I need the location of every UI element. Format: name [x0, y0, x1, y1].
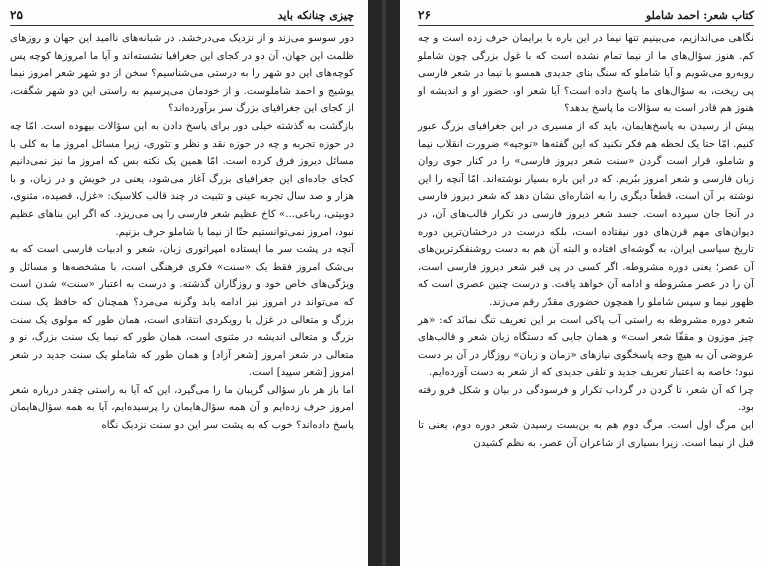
running-title: چیزی چنانکه باید: [277, 9, 354, 22]
running-title: کتاب شعر: احمد شاملو: [645, 9, 754, 22]
paragraph: اما باز هر بار سؤالی گریبان ما را می‌گیرد، این که آیا به راستی چقدر درباره‌ شعر امروز حرف زده‌ایم و آن همه سؤال‌هایمان را پرسیده‌ایم، آیا به همه‌ سؤال‌هایمان پاسخ داده‌اند؟ خوب که به پشت سر این دو سنت نزدیک نگاه: [10, 384, 354, 432]
right-page-text: [418, 30, 754, 452]
paragraph: شعر دوره مشروطه به راستی آب پاکی است بر این تعریف تنگ نمانَد که: «هر چیز موزون و مقفّا شعر است» و همان جایی که دستگاه زبان شعر و قالب‌های عروضی آن به هیچ وجه پاسخگوی نیازهای «زمان و زبان» روزگار در آن بر دست نبود؛ خاصه به اعتبار تعریف جدید و تلقی جدیدی که از شعر به دست آورده‌ایم.: [418, 314, 754, 379]
paragraph: دور سوسو می‌زند و از نزدیک می‌درخشد. در شبانه‌های ناامید این جهان و روزهای ظلمت این جهان، آن دو در کجای این جغرافیا نشسته‌اند و آیا ما امروزها کوچه پس کوچه‌های این دو شهر را به درستی می‌شناسیم؟ سخن از دو شهر شعر امروز نیما یوشیج و احمد شاملوست. و از خودمان می‌پرسیم به راستی این دو شهر شگفت، از کجای این جغرافیای بزرگ سر برآورده‌اند؟: [10, 33, 354, 115]
right-page: [400, 0, 768, 566]
page-number: ۲۵: [10, 8, 23, 22]
paragraph: این مرگ اول است. مرگ دوم هم به بن‌بست رسیدن شعر دوره‌ دوم، یعنی تا قبل از نیما است. زیرا بسیاری از شاعران آن عصر، به نظم کشیدن: [418, 420, 754, 449]
page-number: ۲۶: [418, 8, 431, 22]
paragraph: آنچه در پشت سر ما ایستاده امپراتوری زبان، شعر و ادبیات فارسی است که به بی‌شک امروز فقط یک «سنت» فکری فرهنگی است، با مشخصه‌ها و مسائل و ویژگی‌های خاص خود و روزگاران گذشته. و درست به اعتبار «سنت» شدن است که می‌تواند در امروز نیز ادامه یابد وگرنه می‌مرد؟ همچنان که حافظ یک سنت بزرگ و متعالی در غزل با رویکردی انتقادی است، همان طور که مولوی یک سنت بزرگ و متعالی اندیشه در مثنوی است، همان طور که نیما یک سنت بزرگ، نو و متعالی در شعر امروز [شعر آزاد] و همان طور که شاملو یک سنت جدید در شعر امروز [شعر سپید] است.: [10, 244, 354, 379]
right-page-header: [418, 8, 754, 26]
left-page: [0, 0, 368, 566]
paragraph: نگاهی می‌اندازیم، می‌بینیم تنها نیما در این باره با برایمان حرف زده است و چه کم. هنوز سؤال‌های ما از نیما تمام نشده است که با غول بزرگی چون شاملو روبه‌رو می‌شویم و آیا شاملو که سنگ بنای جدیدی همسو با نیما در شعر فارسی پی ریخت، به سؤال‌های ما پاسخ داده است؟ آیا شعر او، حضور او و اندیشه‌ او هنوز هم قادر است به سؤالات ما پاسخ بدهد؟: [418, 33, 754, 115]
paragraph: پیش از رسیدن به پاسخ‌هایمان، باید که از مسیری در این جغرافیای بزرگ عبور کنیم. امّا حتا یک لحظه هم فکر نکنید که این گفته‌ها «توجیه» ضرورت انقلاب نیما و شاملو، قرار است گردن «سنت شعر دیروز فارسی» را در کنار جوی روان زبان فارسی و شعر امروز ببُریم. که در این باره بسیار نوشته‌اند. امّا آنچه را این نوشته بر آن است، قطعاً دیگری را به اشاره‌ای نشان دهد که شعر دیروز فارسی در آنجا جان سپرده است. جسد شعر دیروز فارسی در تکرار قالب‌های آن، در دیوان‌های مهم قرن‌های دور نیفتاده است، بلکه درست در درخشان‌ترین دوره تاریخ سیاسی ایران، به گوشه‌ای افتاده و البته آن هم به دست روشنفکرترین‌های آن عصر؛ یعنی دوره‌ مشروطه. اگر کسی در پی قبر شعر دیروز فارسی است، آن را در عصر مشروطه و ادامه‌ آن خواهد یافت. و درست چنین عصری است که ظهور نیما و سپس شاملو را همچون حضوری مقدّر رقم می‌زند.: [418, 120, 754, 308]
book-gutter: [368, 0, 400, 566]
left-page-header: [10, 8, 354, 26]
left-page-text: [10, 30, 354, 435]
paragraph: چرا که آن شعر، تا گردن در گرداب تکرار و فرسودگی در بیان و شکل فرو رفته بود.: [418, 384, 754, 414]
paragraph: بازگشت به گذشته‌ خیلی دور برای پاسخ دادن به این سؤالات بیهوده است. امّا چه در حوزه‌ تجربه و چه در حوزه‌ نقد و نظر و تئوری، زیرا مسائل امروز ما به کلی با مسائل دیروز فرق کرده است. امّا همین یک نکته بس که امروز ما نیز نمی‌دانیم کجای جاده‌ای این جغرافیای بزرگ آغاز می‌شود، یعنی در خویش و در زبان، و با هزار و صد سال تجربه‌ عینی و تثبیت در چند قالب کلاسیک: «غزل، قصیده، مثنوی، دوبیتی، رباعی...» کاخ عظیم شعر فارسی را پی می‌ریزد. که اگر این بناهای عظیم نبود، امروز نمی‌توانستیم حتّا از نیما یا شاملو حرف بزنیم.: [10, 120, 354, 238]
